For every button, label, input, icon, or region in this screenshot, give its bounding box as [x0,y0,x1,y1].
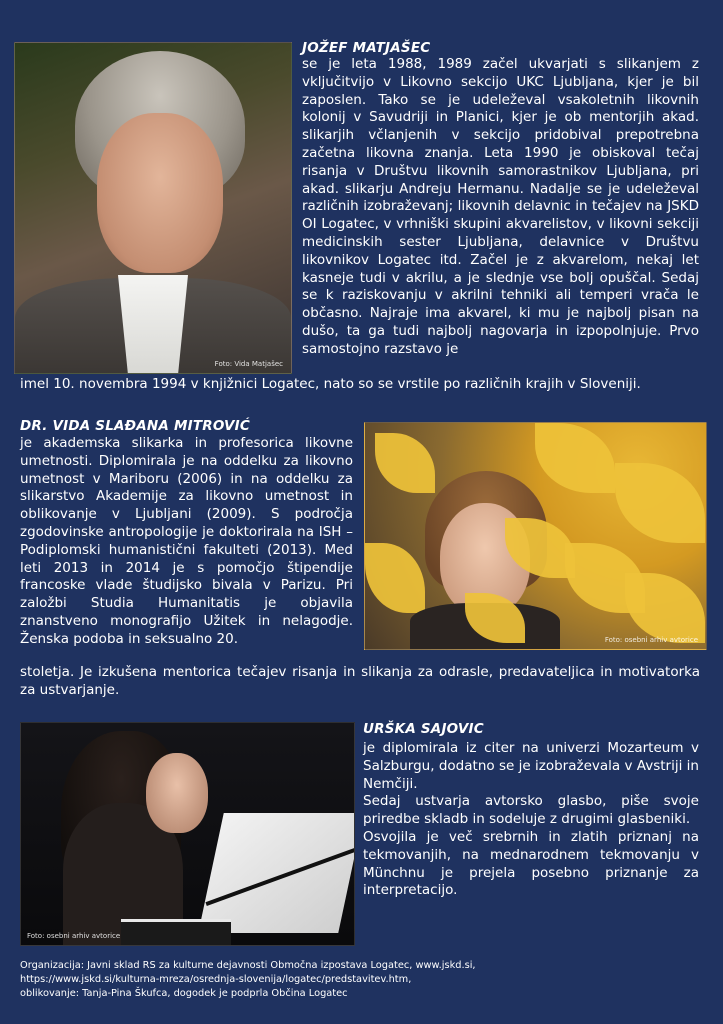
artist-bio [363,740,699,900]
portrait-face [97,113,223,273]
portrait-jozef-matjasec [14,42,292,374]
bio-paragraph: Osvojila je več srebrnih in zlatih priznanj na tekmovanjih, na mednarodnem tekmovanju v Münchnu je prejela posebno priznanje za interpretacijo. [363,828,699,899]
footer-credits [20,959,710,1001]
artist-bio: je akademska slikarka in profesorica likovne umetnosti. Diplomirala je na oddelku za likovno umetnost v Mariboru (2006) in na oddelku za slikarstvo Akademije za likovno umetnost in oblikovanje v Ljubljani (2009). S področja zgodovinske antropologije je doktorirala na ISH – Podiplomski humanistični fakulteti (2013). Med leti 2013 in 2014 je s pomočjo štipendije francoske vlade študijsko bivala v Parizu. Pri založbi Studia Humanitatis je objavila znanstveno monografijo Užitek in nelagodje. Ženska podoba in seksualno 20. [20,435,353,647]
instrument [121,919,231,946]
music-sheet [198,813,355,933]
photo-credit: Foto: osebni arhiv avtorice [27,932,121,940]
portrait-vida-sladana-mitrovic [364,422,707,650]
bio-paragraph: Sedaj ustvarja avtorsko glasbo, piše svoje priredbe skladb in sodeluje z drugimi glasbeniki. [363,793,699,828]
footer-line: Organizacija: Javni sklad RS za kulturne dejavnosti Območna izpostava Logatec, www.jskd.si, [20,960,476,971]
bio-paragraph: je diplomirala iz citer na univerzi Mozarteum v Salzburgu, dodatno se je izobraževala v Avstriji in Nemčiji. [363,740,699,792]
artist-name: DR. VIDA SLAĐANA MITROVIĆ [20,418,251,434]
artist-name: URŠKA SAJOVIC [363,721,484,737]
artist-bio: se je leta 1988, 1989 začel ukvarjati s slikanjem z vključitvijo v Likovno sekcijo UKC Ljubljana, kjer je bil zaposlen. Tako se je udeleževal vsakoletnih likovnih kolonij v Savudriji in Planici, kjer je ob mentorjih akad. slikarjih včlanjenih v sekcijo pridobival prepotrebna začetna likovna znanja. Leta 1990 je obiskoval tečaj risanja v Društvu likovnih samorastnikov Ljubljana, pri akad. slikarju Andreju Hermanu. Nadalje se je udeleževal različnih izobraževanj; likovnih delavnic in tečajev na JSKD OI Logatec, v vrhniški skupini akvarelistov, v likovni sekciji medicinskih sester Ljubljana, delavnice v Društvu likovnikov Logatec itd. Začel je z akvarelom, nekaj let kasneje tudi v akrilu, a je slednje vse bolj opuščal. Sedaj se k raziskovanju v akrilni tehniki ali temperi vrača le občasno. Najraje ima akvarel, ki mu je najbolj pisan na dušo, ta ga tudi najbolj nagovarja in izpopolnjuje. Prvo samostojno razstavo je [302,56,699,357]
portrait-urska-sajovic [20,722,355,946]
footer-line: https://www.jskd.si/kulturna-mreza/osrednja-slovenija/logatec/predstavitev.htm, [20,974,412,985]
footer-line: oblikovanje: Tanja-Pina Škufca, dogodek je podprla Občina Logatec [20,988,348,999]
portrait-face [146,753,208,833]
photo-credit: Foto: Vida Matjašec [214,360,283,368]
artist-bio-continued: imel 10. novembra 1994 v knjižnici Logatec, nato so se vrstile po različnih krajih v Sloveniji. [20,376,641,392]
photo-credit: Foto: osebni arhiv avtorice [604,636,698,644]
artist-bio-continued: stoletja. Je izkušena mentorica tečajev risanja in slikanja za odrasle, predavateljica in motivatorka za ustvarjanje. [20,664,700,698]
artist-name: JOŽEF MATJAŠEC [302,40,431,56]
